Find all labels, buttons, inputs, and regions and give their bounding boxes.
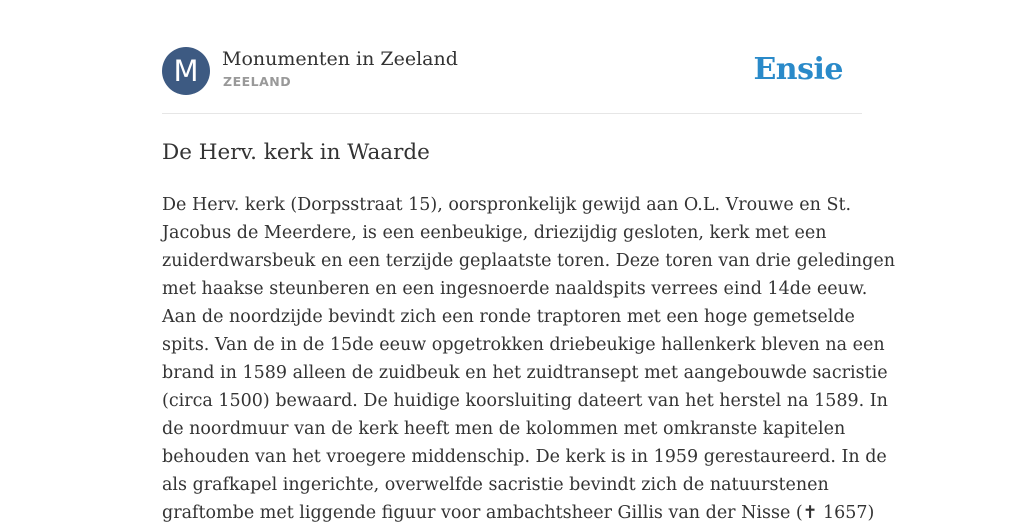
header-divider bbox=[162, 113, 862, 114]
body-line: zuiderdwarsbeuk en een terzijde geplaatste toren. Deze toren van drie geledingen bbox=[162, 251, 896, 271]
body-line: (circa 1500) bewaard. De huidige koorsluiting dateert van het herstel na 1589. In bbox=[162, 391, 888, 411]
entry-title: De Herv. kerk in Waarde bbox=[162, 140, 430, 165]
collection-title[interactable]: Monumenten in Zeeland bbox=[222, 48, 458, 70]
body-line: graftombe met liggende figuur voor ambachtsheer Gillis van der Nisse (✝ 1657) bbox=[162, 503, 875, 523]
body-line: de noordmuur van de kerk heeft men de kolommen met omkranste kapitelen bbox=[162, 419, 846, 439]
body-line: met haakse steunberen en een ingesnoerde naaldspits verrees eind 14de eeuw. bbox=[162, 279, 868, 299]
body-line: behouden van het vroegere middenschip. De kerk is in 1959 gerestaureerd. In de bbox=[162, 447, 887, 467]
body-line: Jacobus de Meerdere, is een eenbeukige, driezijdig gesloten, kerk met een bbox=[162, 223, 827, 243]
body-line: als grafkapel ingerichte, overwelfde sacristie bevindt zich de natuurstenen bbox=[162, 475, 829, 495]
entry-body bbox=[162, 191, 896, 527]
body-line: brand in 1589 alleen de zuidbeuk en het zuidtransept met aangebouwde sacristie bbox=[162, 363, 888, 383]
body-line: De Herv. kerk (Dorpsstraat 15), oorspronkelijk gewijd aan O.L. Vrouwe en St. bbox=[162, 195, 852, 215]
ensie-logo[interactable]: Ensie bbox=[753, 52, 843, 87]
body-line: spits. Van de in de 15de eeuw opgetrokken driebeukige hallenkerk bleven na een bbox=[162, 335, 885, 355]
collection-subtitle[interactable]: ZEELAND bbox=[223, 74, 292, 89]
collection-avatar[interactable]: M bbox=[162, 47, 210, 95]
collection-header bbox=[162, 47, 862, 95]
body-line: Aan de noordzijde bevindt zich een ronde traptoren met een hoge gemetselde bbox=[162, 307, 855, 327]
